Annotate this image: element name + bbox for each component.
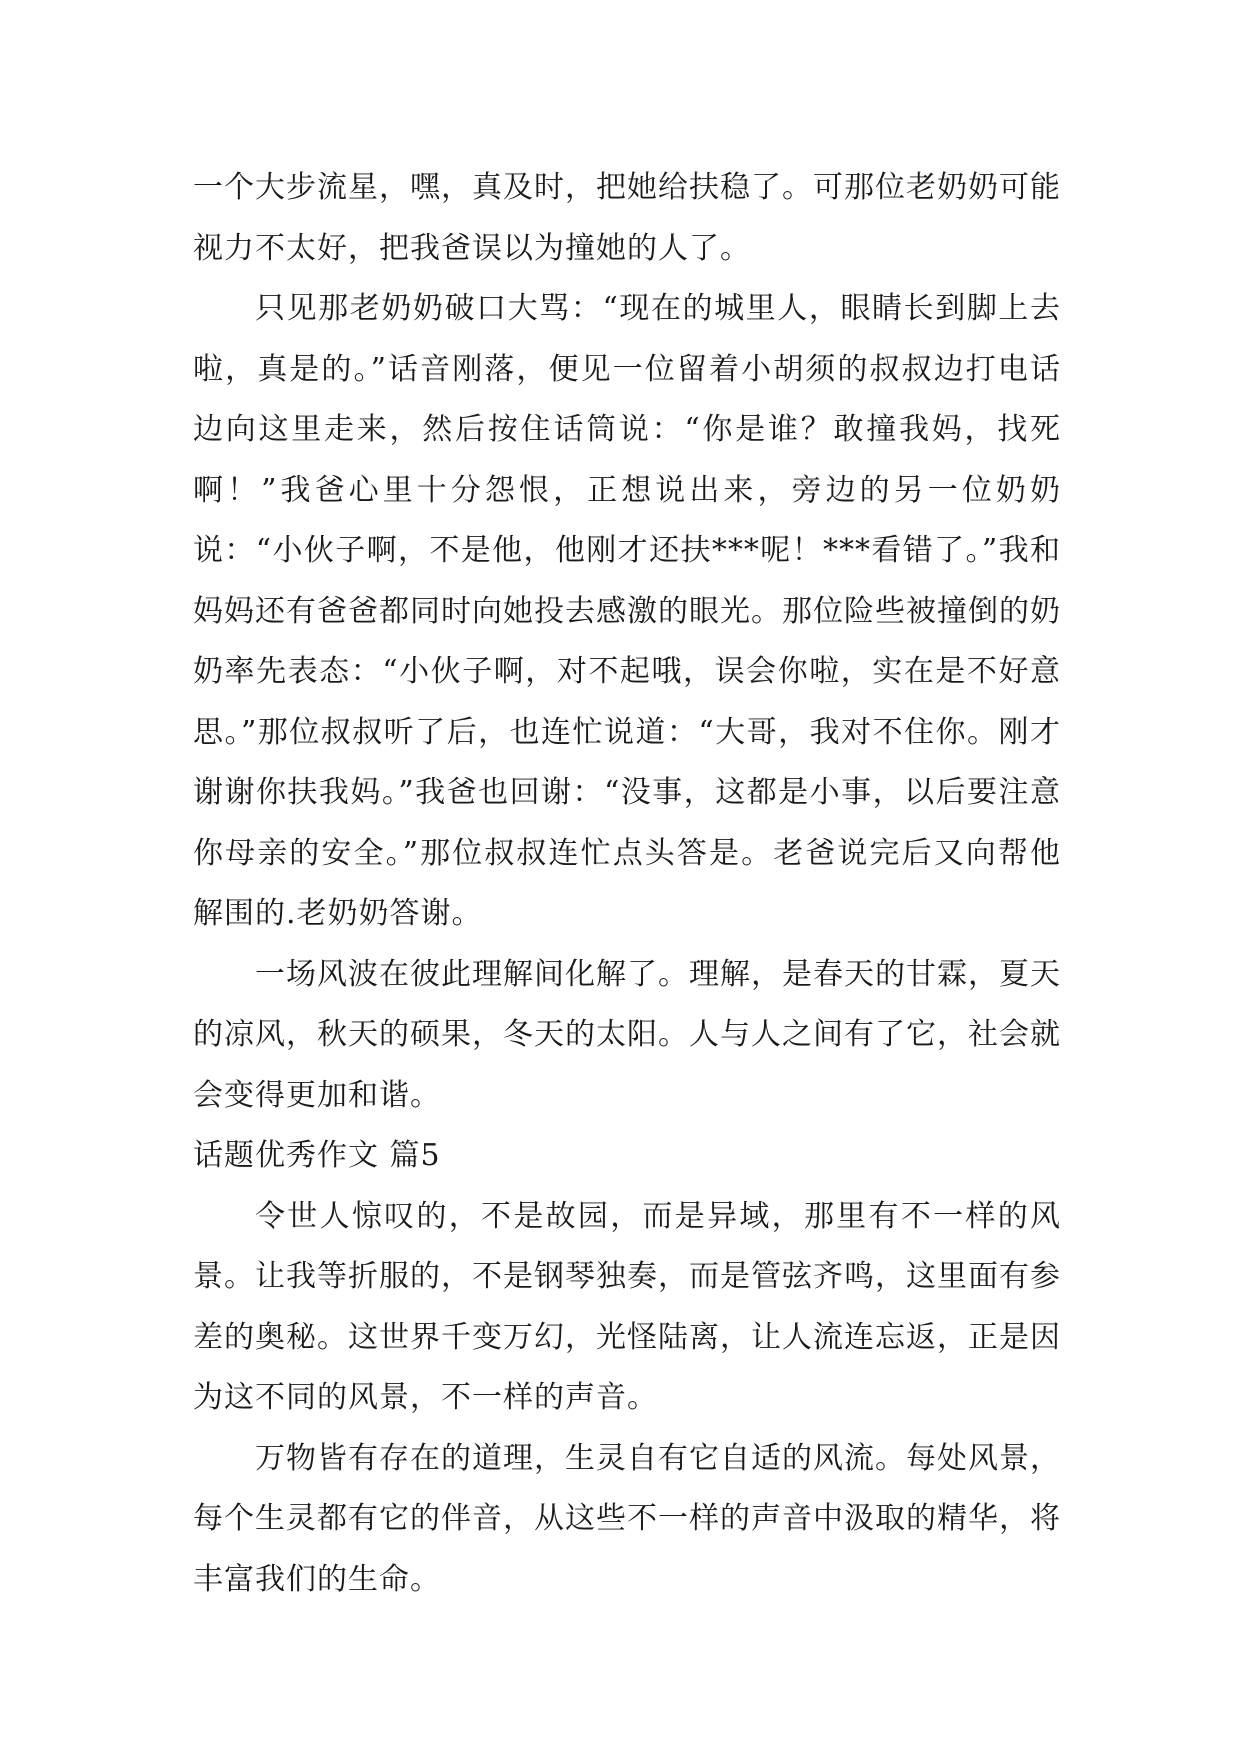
paragraph-all-things: 万物皆有存在的道理，生灵自有它自适的风流。每处风景，每个生灵都有它的伴音，从这些不一样的声音中汲取的精华，将丰富我们的生命。 — [193, 1440, 1061, 1597]
paragraph-understanding: 一场风波在彼此理解间化解了。理解，是春天的甘霖，夏天的凉风，秋天的硕果，冬天的太阳。人与人之间有了它，社会就会变得更加和谐。 — [193, 956, 1061, 1113]
section-heading: 话题优秀作文 篇5 — [193, 1138, 441, 1173]
document-body — [193, 158, 1061, 1610]
paragraph-grandmother-scolding: 只见那老奶奶破口大骂：“现在的城里人，眼睛长到脚上去啦，真是的。”话音刚落，便见一位留着小胡须的叔叔边打电话边向这里走来，然后按住话筒说：“你是谁？敢撞我妈，找死啊！”我爸心里十分怨恨，正想说出来，旁边的另一位奶奶说：“小伙子啊，不是他，他刚才还扶***呢！***看错了。”我和妈妈还有爸爸都同时向她投去感激的眼光。那位险些被撞倒的奶奶率先表态：“小伙子啊，对不起哦，误会你啦，实在是不好意思。”那位叔叔听了后，也连忙说道：“大哥，我对不住你。刚才谢谢你扶我妈。”我爸也回谢：“没事，这都是小事，以后要注意你母亲的安全。”那位叔叔连忙点头答是。老爸说完后又向帮他解围的.老奶奶答谢。 — [193, 291, 1061, 931]
paragraph-different-scenery: 令世人惊叹的，不是故园，而是异域，那里有不一样的风景。让我等折服的，不是钢琴独奏，而是管弦齐鸣，这里面有参差的奥秘。这世界千变万幻，光怪陆离，让人流连忘返，正是因为这不同的风景，不一样的声音。 — [193, 1198, 1061, 1415]
paragraph-continuation: 一个大步流星，嘿，真及时，把她给扶稳了。可那位老奶奶可能视力不太好，把我爸误以为撞她的人了。 — [193, 170, 1061, 266]
